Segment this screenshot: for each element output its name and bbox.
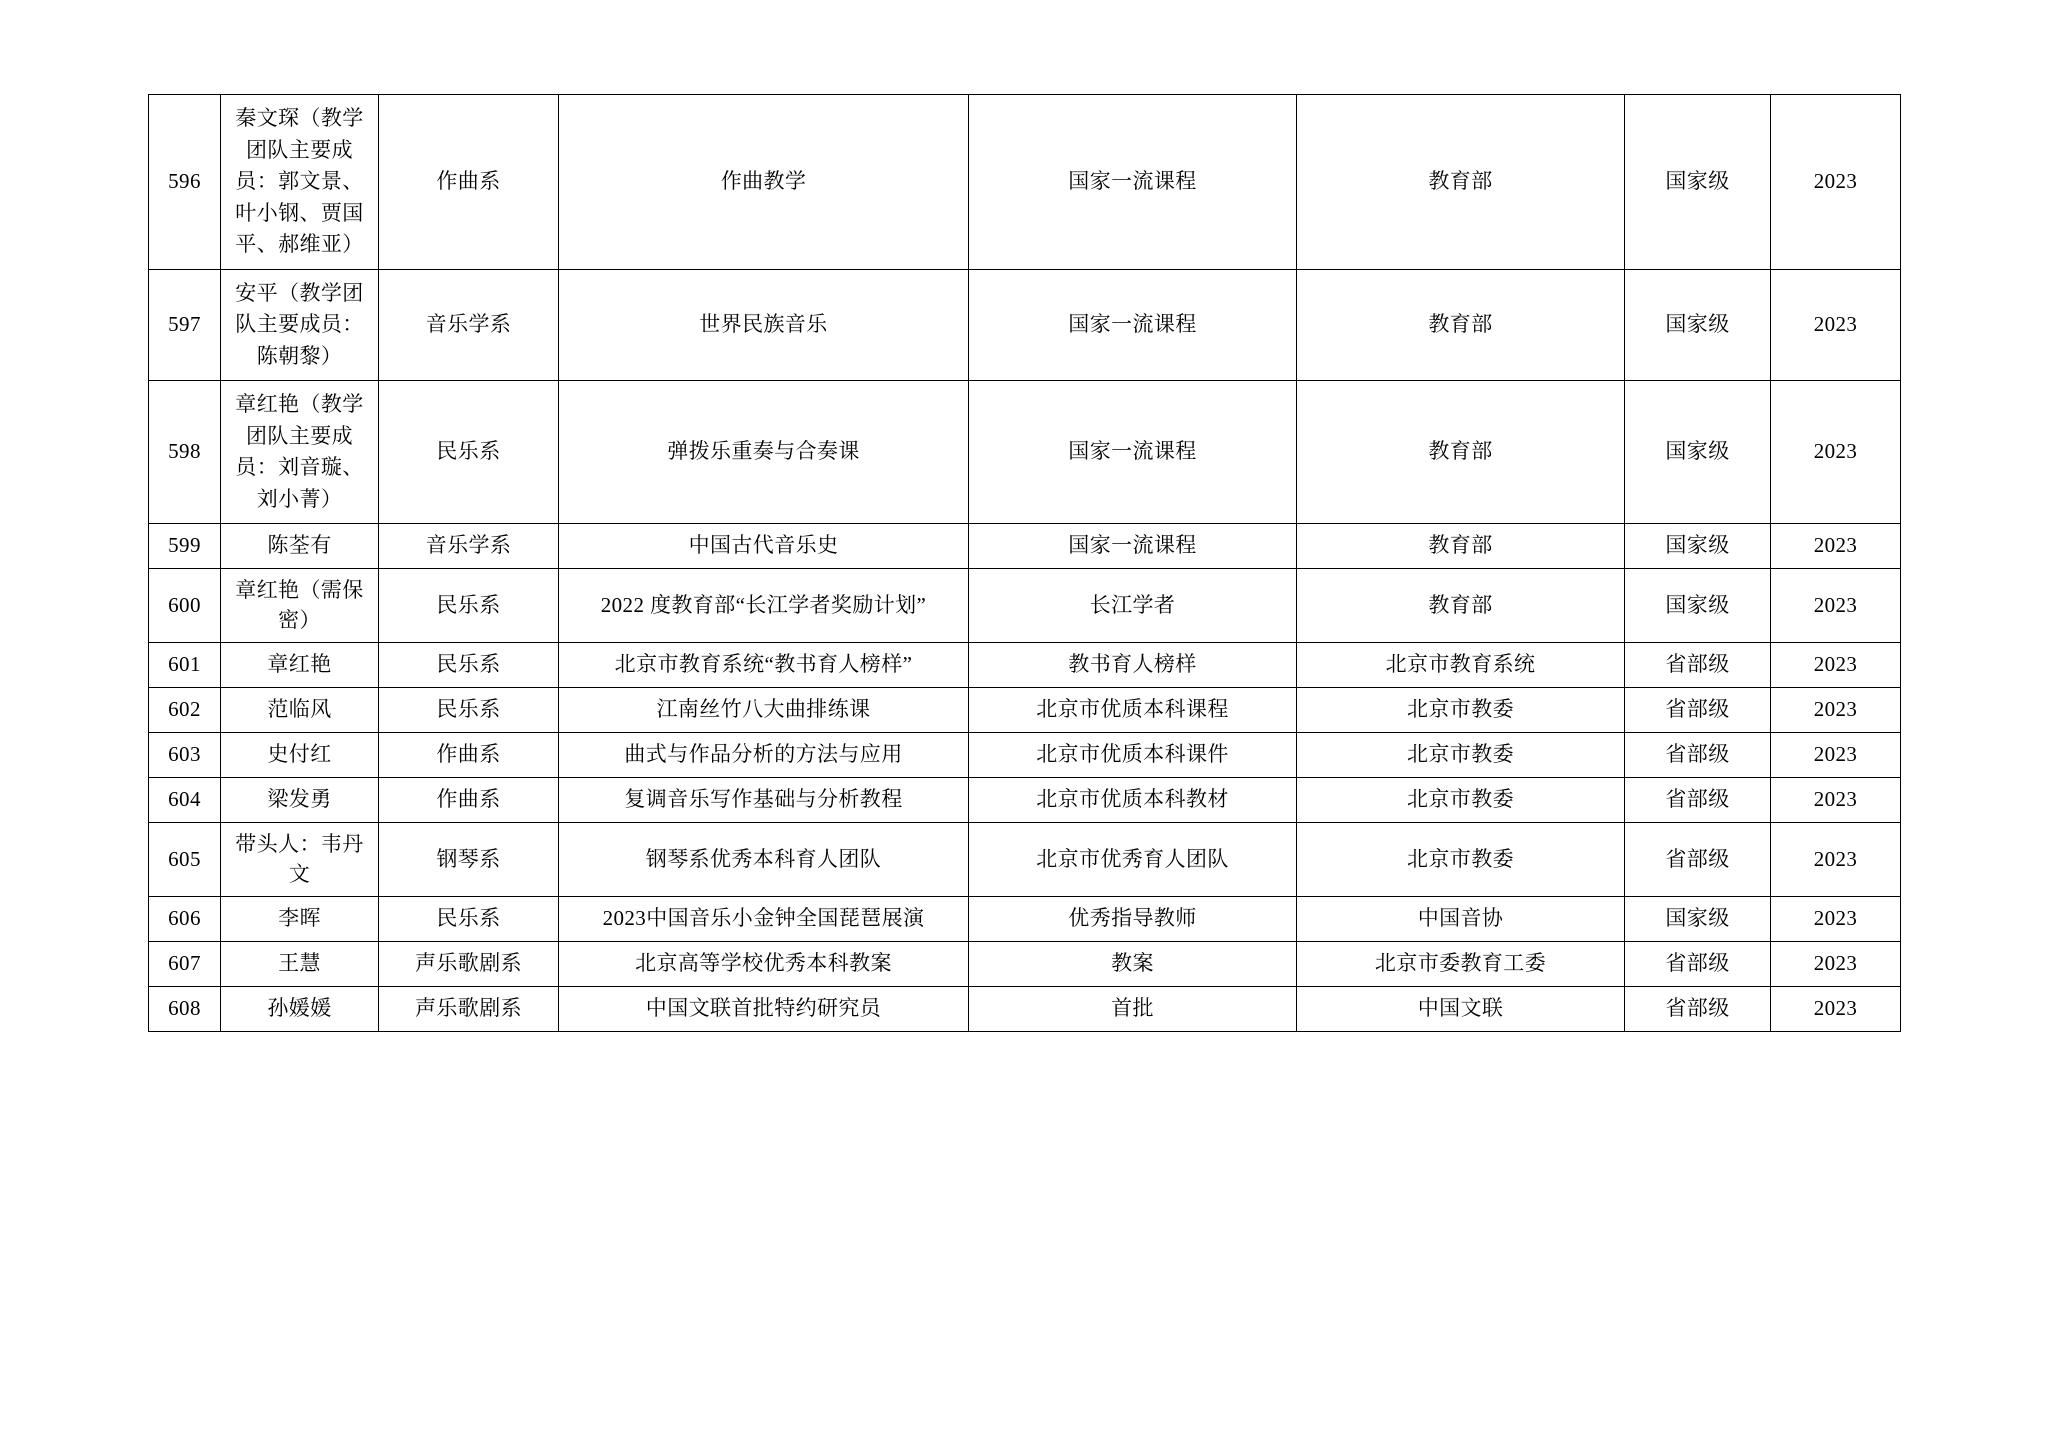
cell-title: 2023中国音乐小金钟全国琵琶展演 (559, 897, 969, 942)
cell-title: 复调音乐写作基础与分析教程 (559, 777, 969, 822)
cell-dept: 声乐歌剧系 (379, 942, 559, 987)
cell-category: 教书育人榜样 (969, 643, 1297, 688)
cell-level: 国家级 (1625, 269, 1771, 381)
cell-name: 陈荃有 (221, 524, 379, 569)
cell-title: 江南丝竹八大曲排练课 (559, 688, 969, 733)
cell-org: 中国音协 (1297, 897, 1625, 942)
cell-title: 弹拨乐重奏与合奏课 (559, 381, 969, 524)
cell-no: 601 (149, 643, 221, 688)
cell-title: 北京高等学校优秀本科教案 (559, 942, 969, 987)
cell-name-text: 章红艳（教学团队主要成员：刘音璇、刘小菁） (235, 392, 364, 511)
cell-name: 孙媛媛 (221, 986, 379, 1031)
cell-category: 北京市优质本科课程 (969, 688, 1297, 733)
cell-name-text: 秦文琛（教学团队主要成员：郭文景、叶小钢、贾国平、郝维亚） (235, 106, 364, 256)
cell-year: 2023 (1771, 524, 1901, 569)
cell-year: 2023 (1771, 95, 1901, 270)
cell-level: 省部级 (1625, 822, 1771, 897)
table-row (149, 822, 1901, 897)
cell-org: 北京市委教育工委 (1297, 942, 1625, 987)
cell-level: 国家级 (1625, 524, 1771, 569)
cell-org: 教育部 (1297, 568, 1625, 643)
table-row (149, 269, 1901, 381)
cell-year: 2023 (1771, 381, 1901, 524)
cell-year: 2023 (1771, 643, 1901, 688)
cell-dept: 作曲系 (379, 733, 559, 778)
cell-no: 604 (149, 777, 221, 822)
cell-org: 北京市教委 (1297, 777, 1625, 822)
cell-title: 2022 度教育部“长江学者奖励计划” (559, 568, 969, 643)
table-row (149, 524, 1901, 569)
cell-dept: 钢琴系 (379, 822, 559, 897)
cell-year: 2023 (1771, 269, 1901, 381)
cell-year: 2023 (1771, 986, 1901, 1031)
cell-name: 带头人：韦丹文 (221, 822, 379, 897)
cell-no: 606 (149, 897, 221, 942)
cell-dept: 民乐系 (379, 688, 559, 733)
cell-org: 教育部 (1297, 381, 1625, 524)
cell-category: 北京市优质本科教材 (969, 777, 1297, 822)
cell-dept: 作曲系 (379, 777, 559, 822)
cell-title: 钢琴系优秀本科育人团队 (559, 822, 969, 897)
table-row (149, 688, 1901, 733)
cell-category: 国家一流课程 (969, 381, 1297, 524)
cell-name: 范临风 (221, 688, 379, 733)
cell-level: 省部级 (1625, 986, 1771, 1031)
cell-org: 教育部 (1297, 269, 1625, 381)
cell-category: 北京市优质本科课件 (969, 733, 1297, 778)
cell-name: 史付红 (221, 733, 379, 778)
cell-category: 首批 (969, 986, 1297, 1031)
cell-name: 梁发勇 (221, 777, 379, 822)
cell-no: 607 (149, 942, 221, 987)
cell-no: 596 (149, 95, 221, 270)
cell-name (221, 95, 379, 270)
cell-title: 中国文联首批特约研究员 (559, 986, 969, 1031)
cell-level: 国家级 (1625, 568, 1771, 643)
cell-dept: 民乐系 (379, 568, 559, 643)
cell-name-text: 安平（教学团队主要成员：陈朝黎） (235, 280, 364, 368)
cell-title: 世界民族音乐 (559, 269, 969, 381)
cell-level: 国家级 (1625, 381, 1771, 524)
cell-level: 省部级 (1625, 688, 1771, 733)
cell-name (221, 269, 379, 381)
table-body (149, 95, 1901, 1032)
cell-no: 597 (149, 269, 221, 381)
cell-category: 国家一流课程 (969, 269, 1297, 381)
cell-name (221, 381, 379, 524)
cell-level: 省部级 (1625, 643, 1771, 688)
cell-no: 598 (149, 381, 221, 524)
cell-year: 2023 (1771, 942, 1901, 987)
table-row (149, 95, 1901, 270)
award-table (148, 94, 1901, 1032)
cell-level: 省部级 (1625, 733, 1771, 778)
cell-title: 北京市教育系统“教书育人榜样” (559, 643, 969, 688)
cell-org: 教育部 (1297, 95, 1625, 270)
table-row (149, 381, 1901, 524)
cell-name: 章红艳（需保密） (221, 568, 379, 643)
cell-year: 2023 (1771, 688, 1901, 733)
cell-category: 长江学者 (969, 568, 1297, 643)
cell-org: 北京市教委 (1297, 733, 1625, 778)
cell-category: 北京市优秀育人团队 (969, 822, 1297, 897)
table-row (149, 568, 1901, 643)
cell-year: 2023 (1771, 733, 1901, 778)
table-row (149, 942, 1901, 987)
cell-org: 北京市教委 (1297, 688, 1625, 733)
cell-title: 曲式与作品分析的方法与应用 (559, 733, 969, 778)
cell-no: 600 (149, 568, 221, 643)
cell-no: 602 (149, 688, 221, 733)
cell-level: 省部级 (1625, 777, 1771, 822)
cell-no: 605 (149, 822, 221, 897)
cell-org: 教育部 (1297, 524, 1625, 569)
cell-year: 2023 (1771, 777, 1901, 822)
cell-name: 王慧 (221, 942, 379, 987)
cell-dept: 音乐学系 (379, 524, 559, 569)
cell-no: 599 (149, 524, 221, 569)
cell-category: 国家一流课程 (969, 524, 1297, 569)
cell-dept: 民乐系 (379, 643, 559, 688)
cell-level: 省部级 (1625, 942, 1771, 987)
cell-org: 中国文联 (1297, 986, 1625, 1031)
cell-title: 中国古代音乐史 (559, 524, 969, 569)
cell-title: 作曲教学 (559, 95, 969, 270)
table-row (149, 733, 1901, 778)
cell-level: 国家级 (1625, 897, 1771, 942)
table-row (149, 986, 1901, 1031)
cell-dept: 民乐系 (379, 897, 559, 942)
cell-name: 章红艳 (221, 643, 379, 688)
cell-year: 2023 (1771, 568, 1901, 643)
cell-dept: 音乐学系 (379, 269, 559, 381)
table-row (149, 643, 1901, 688)
cell-level: 国家级 (1625, 95, 1771, 270)
cell-year: 2023 (1771, 822, 1901, 897)
cell-name: 李晖 (221, 897, 379, 942)
cell-category: 国家一流课程 (969, 95, 1297, 270)
cell-dept: 民乐系 (379, 381, 559, 524)
cell-category: 教案 (969, 942, 1297, 987)
cell-category: 优秀指导教师 (969, 897, 1297, 942)
cell-dept: 声乐歌剧系 (379, 986, 559, 1031)
table-row (149, 897, 1901, 942)
cell-no: 603 (149, 733, 221, 778)
cell-no: 608 (149, 986, 221, 1031)
cell-year: 2023 (1771, 897, 1901, 942)
cell-dept: 作曲系 (379, 95, 559, 270)
table-row (149, 777, 1901, 822)
cell-org: 北京市教育系统 (1297, 643, 1625, 688)
cell-org: 北京市教委 (1297, 822, 1625, 897)
